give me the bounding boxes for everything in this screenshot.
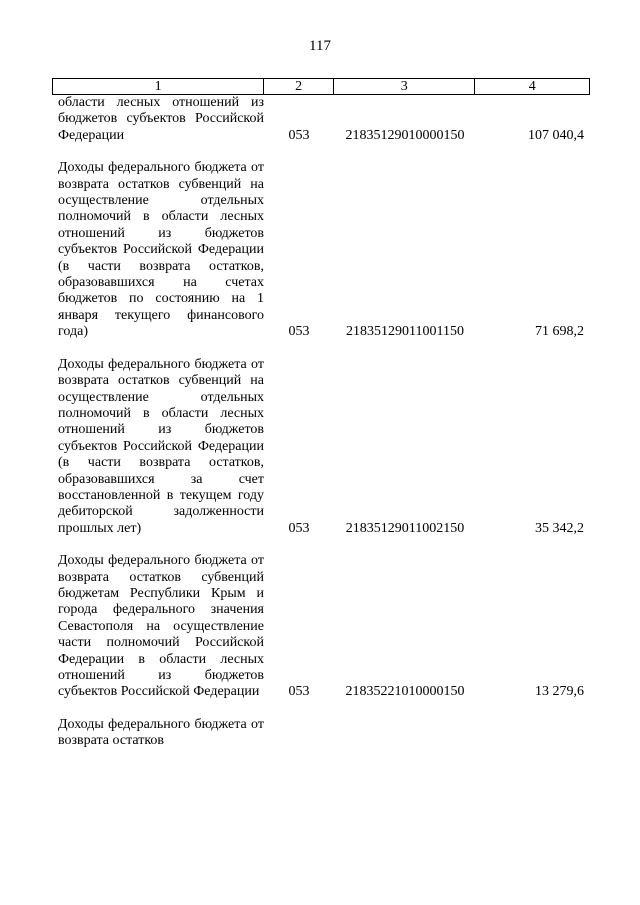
column-header-4: 4 xyxy=(528,79,536,94)
row-admin-code: 053 xyxy=(288,520,310,536)
row-description: Доходы федерального бюджета от возврата остатков субвенций на осуществление отдельных полномочий в области лесных отношений из бюджетов субъектов Российской Федерации (в части возврата остатков, образовавшихся на счетах бюджетов по состоянию на 1 января текущего финансового года) xyxy=(58,160,264,340)
table-header xyxy=(52,78,590,95)
table-row xyxy=(52,553,590,701)
column-header-2: 2 xyxy=(264,79,334,94)
table-row xyxy=(52,95,590,144)
row-description: Доходы федерального бюджета от возврата остатков субвенций на осуществление отдельных полномочий в области лесных отношений из бюджетов субъектов Российской Федерации (в части возврата остатков, образовавшихся за счет восстановленной в текущем году дебиторской задолженности прошлых лет) xyxy=(58,356,264,536)
row-amount: 13 279,6 xyxy=(535,684,584,700)
row-budget-code: 21835129011001150 xyxy=(346,324,464,340)
table-row xyxy=(52,717,590,750)
row-description: Доходы федерального бюджета от возврата остатков субвенций бюджетам Республики Крым и города федерального значения Севастополя на осуществление части полномочий Российской Федерации в области лесных отношений из бюджетов субъектов Российской Федерации xyxy=(58,553,264,700)
row-admin-code: 053 xyxy=(288,324,310,340)
row-amount: 71 698,2 xyxy=(535,324,584,340)
table-row xyxy=(52,160,590,340)
row-description: Доходы федерального бюджета от возврата остатков xyxy=(58,716,264,749)
row-budget-code: 21835129011002150 xyxy=(345,520,465,536)
row-admin-code: 053 xyxy=(288,127,310,143)
row-description: области лесных отношений из бюджетов субъектов Российской Федерации xyxy=(58,95,264,143)
row-amount: 107 040,4 xyxy=(528,127,584,143)
row-amount: 35 342,2 xyxy=(535,520,584,536)
table-body xyxy=(52,95,590,750)
row-budget-code: 21835221010000150 xyxy=(345,684,465,700)
page-number: 117 xyxy=(309,38,331,54)
table-row xyxy=(52,357,590,537)
row-budget-code: 21835129010000150 xyxy=(345,127,465,143)
row-admin-code: 053 xyxy=(288,684,310,700)
column-header-1: 1 xyxy=(53,79,264,94)
column-header-3: 3 xyxy=(334,79,475,94)
